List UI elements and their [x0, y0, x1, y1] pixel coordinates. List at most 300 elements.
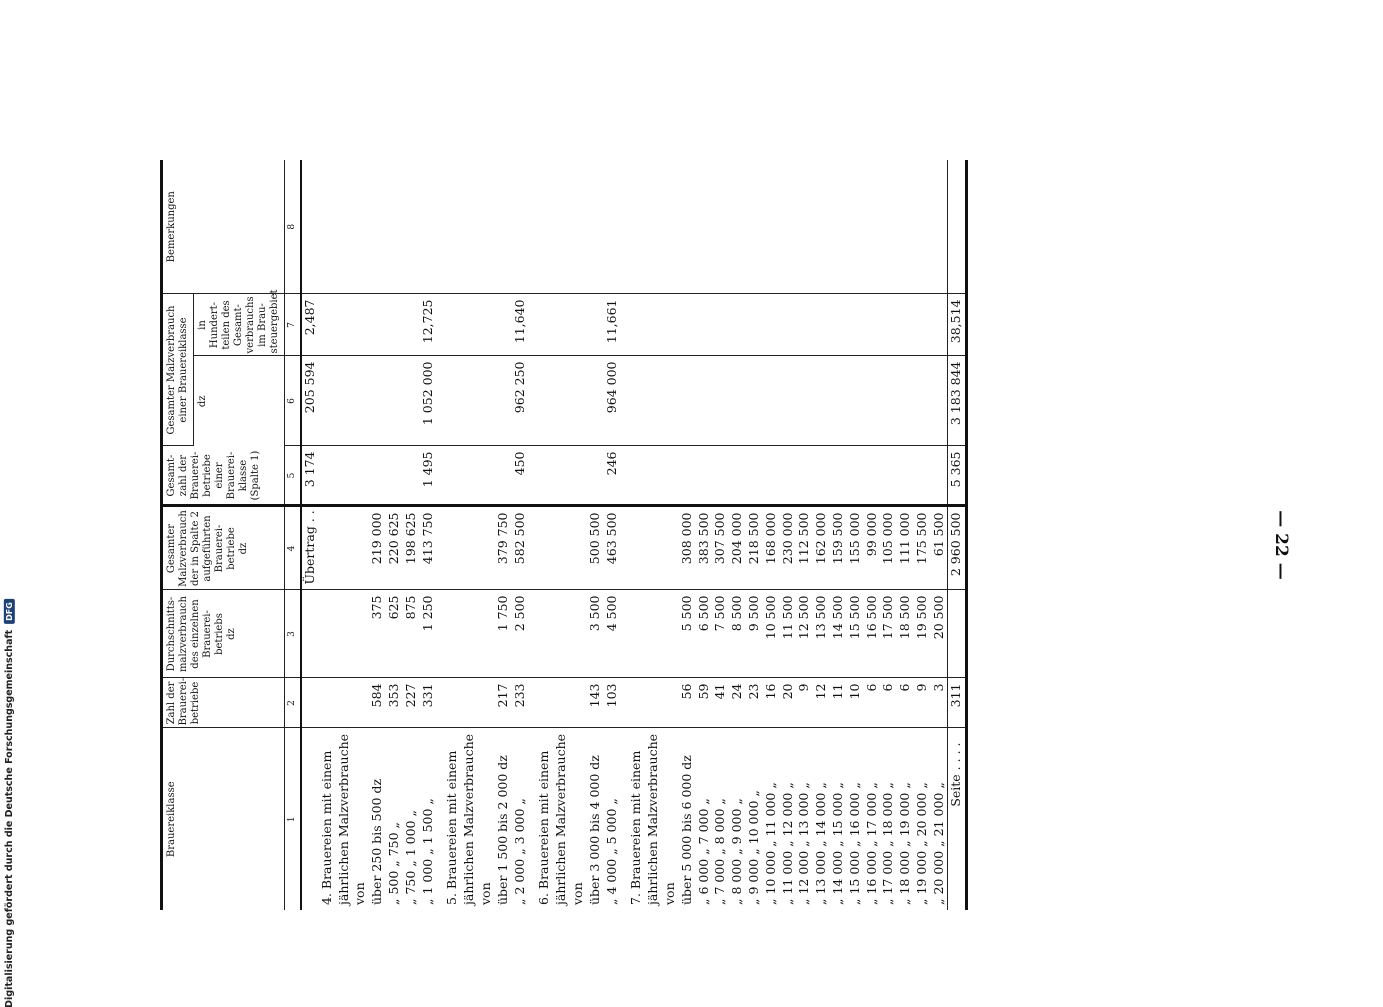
table-cell	[570, 160, 587, 294]
table-cell	[645, 678, 662, 728]
table-cell: 155 000	[847, 506, 864, 590]
table-cell: 11 500	[780, 590, 797, 678]
table-row	[645, 160, 662, 910]
table-cell: 6	[897, 678, 914, 728]
table-cell: 379 750	[495, 506, 512, 590]
table-cell	[301, 590, 319, 678]
table-row	[461, 160, 478, 910]
table-cell	[319, 506, 336, 590]
table-row	[570, 160, 587, 910]
table-cell: 6. Brauereien mit einem	[536, 750, 552, 905]
table-cell: 11	[830, 678, 847, 728]
table-cell: 99 000	[864, 506, 881, 590]
table-cell	[301, 160, 319, 294]
table-cell: „ 500 „ 750 „	[385, 821, 401, 905]
table-cell	[495, 294, 512, 356]
table-cell	[763, 294, 780, 356]
table-cell: 463 500	[604, 506, 621, 590]
table-cell	[587, 356, 604, 446]
table-cell	[931, 356, 948, 446]
table-cell	[587, 160, 604, 294]
table-cell: 6 500	[696, 590, 713, 678]
table-cell	[712, 294, 729, 356]
table-cell: 5 500	[679, 590, 696, 678]
table-cell: 3 500	[587, 590, 604, 678]
table-cell: 4. Brauereien mit einem	[318, 750, 334, 905]
table-cell	[696, 294, 713, 356]
table-cell: „ 17 000 „ 18 000 „	[880, 782, 896, 905]
table-cell	[679, 160, 696, 294]
table-cell	[444, 590, 461, 678]
table-cell	[712, 160, 729, 294]
table-cell	[536, 446, 553, 506]
table-cell	[864, 446, 881, 506]
table-cell	[386, 356, 403, 446]
table-cell	[478, 294, 495, 356]
table-cell: von	[569, 882, 585, 905]
table-row	[847, 160, 864, 910]
table-cell: 14 500	[830, 590, 847, 678]
table-cell	[880, 356, 897, 446]
table-cell	[662, 446, 679, 506]
table-cell	[352, 446, 369, 506]
table-cell	[696, 356, 713, 446]
table-cell	[813, 160, 830, 294]
table-cell	[914, 160, 931, 294]
table-cell: 413 750	[420, 506, 437, 590]
table-cell	[645, 590, 662, 678]
table-cell	[628, 590, 645, 678]
table-cell: 1 495	[420, 446, 437, 506]
table-cell	[478, 678, 495, 728]
table-row	[319, 160, 336, 910]
table-cell: „ 6 000 „ 7 000 „	[695, 798, 711, 905]
table-cell: 23	[746, 678, 763, 728]
table-cell	[478, 590, 495, 678]
table-cell: 230 000	[780, 506, 797, 590]
header-hundertteile: in Hundertteilen des Gesamtverbrauchs im Brausteuergebiet	[194, 294, 285, 356]
table-cell: „ 9 000 „ 10 000 „	[745, 790, 761, 905]
table-cell	[319, 678, 336, 728]
table-cell: „ 16 000 „ 17 000 „	[863, 782, 879, 905]
table-cell	[662, 294, 679, 356]
table-cell: 56	[679, 678, 696, 728]
table-cell	[369, 160, 386, 294]
table-row	[679, 160, 696, 910]
table-row	[352, 160, 369, 910]
table-cell: 9	[914, 678, 931, 728]
table-row	[512, 160, 529, 910]
table-cell	[369, 356, 386, 446]
table-cell	[352, 590, 369, 678]
table-cell: 217	[495, 678, 512, 728]
table-cell	[386, 446, 403, 506]
table-cell: „ 10 000 „ 11 000 „	[762, 782, 778, 905]
table-cell: 143	[587, 678, 604, 728]
table-cell	[319, 356, 336, 446]
table-cell: 308 000	[679, 506, 696, 590]
table-cell: 331	[420, 678, 437, 728]
table-row	[763, 160, 780, 910]
table-cell	[319, 590, 336, 678]
table-cell	[587, 294, 604, 356]
header-brauereiklasse: Brauereiklasse	[162, 728, 285, 910]
table-cell	[587, 446, 604, 506]
column-number: 3	[285, 590, 302, 678]
table-cell	[830, 160, 847, 294]
table-cell	[830, 356, 847, 446]
table-cell: 962 250	[512, 356, 529, 446]
table-cell	[403, 294, 420, 356]
table-cell: 353	[386, 678, 403, 728]
table-cell	[536, 356, 553, 446]
table-cell	[729, 446, 746, 506]
sum-cell	[948, 590, 967, 678]
table-cell	[336, 506, 353, 590]
table-cell	[796, 446, 813, 506]
table-cell	[763, 446, 780, 506]
table-cell: 375	[369, 590, 386, 678]
table-row	[813, 160, 830, 910]
table-cell: von	[352, 882, 368, 905]
table-row	[386, 160, 403, 910]
table-cell: über 3 000 bis 4 000 dz	[586, 755, 602, 905]
column-number: 4	[285, 506, 302, 590]
table-cell: „ 7 000 „ 8 000 „	[712, 798, 728, 905]
table-row	[604, 160, 621, 910]
sum-cell: 38,514	[948, 294, 967, 356]
table-cell	[336, 294, 353, 356]
table-cell	[336, 590, 353, 678]
table-cell	[495, 356, 512, 446]
header-dz-col6: dz	[194, 356, 285, 446]
table-row	[301, 160, 319, 910]
table-cell	[628, 678, 645, 728]
table-cell	[897, 446, 914, 506]
spacer-row	[620, 160, 628, 910]
table-cell	[914, 356, 931, 446]
dfg-logo: DFG	[4, 599, 15, 624]
table-cell	[729, 294, 746, 356]
table-cell	[336, 446, 353, 506]
table-cell	[570, 356, 587, 446]
unit-dz-col3: dz	[226, 628, 237, 640]
table-cell	[662, 160, 679, 294]
table-cell	[813, 356, 830, 446]
sum-cell	[948, 160, 967, 294]
table-cell	[931, 294, 948, 356]
table-cell	[461, 506, 478, 590]
digitization-footer	[0, 601, 18, 1007]
table-row	[495, 160, 512, 910]
table-cell	[880, 160, 897, 294]
table-row	[403, 160, 420, 910]
table-row	[696, 160, 713, 910]
column-number: 5	[285, 446, 302, 506]
table-cell: 5. Brauereien mit einem	[444, 750, 460, 905]
table-cell: 3 174	[301, 446, 319, 506]
table-cell: „ 1 000 „ 1 500 „	[419, 798, 435, 905]
table-cell	[763, 160, 780, 294]
table-cell: 162 000	[813, 506, 830, 590]
table-cell	[444, 506, 461, 590]
table-cell	[897, 356, 914, 446]
table-cell: 11,661	[604, 294, 621, 356]
table-cell	[461, 678, 478, 728]
table-cell: „ 14 000 „ 15 000 „	[829, 782, 845, 905]
table-cell: 59	[696, 678, 713, 728]
unit-dz-col4: dz	[238, 542, 249, 555]
table-cell	[352, 294, 369, 356]
table-row	[369, 160, 386, 910]
table-cell: 1 750	[495, 590, 512, 678]
table-cell	[336, 356, 353, 446]
table-cell	[628, 446, 645, 506]
table-cell	[679, 294, 696, 356]
table-cell	[495, 160, 512, 294]
table-cell: 168 000	[763, 506, 780, 590]
table-cell: 19 500	[914, 590, 931, 678]
table-cell	[478, 356, 495, 446]
table-cell: „ 11 000 „ 12 000 „	[779, 782, 795, 905]
table-cell: jährlichen Malzverbrauche	[335, 733, 351, 905]
table-cell: 205 594	[301, 356, 319, 446]
table-cell	[369, 294, 386, 356]
header-durchschnitt: Durchschnittsmalzverbrauch des einzelnen Brauereibetriebs dz	[162, 590, 285, 678]
table-cell	[813, 446, 830, 506]
column-number: 7	[285, 294, 302, 356]
table-cell	[495, 446, 512, 506]
table-cell	[813, 294, 830, 356]
table-cell: 450	[512, 446, 529, 506]
table-cell	[729, 160, 746, 294]
table-cell: 233	[512, 678, 529, 728]
table-cell	[897, 160, 914, 294]
sum-cell: 2 960 500	[948, 506, 967, 590]
table-cell: „ 8 000 „ 9 000 „	[729, 798, 745, 905]
table-cell	[679, 446, 696, 506]
table-cell: 246	[604, 446, 621, 506]
table-row	[712, 160, 729, 910]
table-cell	[553, 446, 570, 506]
table-cell	[662, 356, 679, 446]
table-cell	[645, 160, 662, 294]
table-row	[553, 160, 570, 910]
table-cell: 20	[780, 678, 797, 728]
table-cell	[746, 160, 763, 294]
table-cell	[746, 294, 763, 356]
table-cell	[830, 446, 847, 506]
table-cell	[780, 160, 797, 294]
table-cell	[336, 160, 353, 294]
table-cell: 18 500	[897, 590, 914, 678]
table-cell: 964 000	[604, 356, 621, 446]
table-cell	[662, 590, 679, 678]
table-cell: jährlichen Malzverbrauche	[461, 733, 477, 905]
header-zahl-betriebe: Zahl der Brauereibetriebe	[162, 678, 285, 728]
table-cell	[712, 446, 729, 506]
table-cell	[628, 506, 645, 590]
table-cell	[461, 160, 478, 294]
table-cell	[444, 294, 461, 356]
table-cell: „ 15 000 „ 16 000 „	[846, 782, 862, 905]
footer-text: Digitalisierung gefördert durch die Deutsche Forschungsgemeinschaft	[3, 629, 15, 1007]
malt-consumption-table	[160, 160, 1240, 910]
table-cell: 24	[729, 678, 746, 728]
table-cell: 111 000	[897, 506, 914, 590]
table-cell: 2 500	[512, 590, 529, 678]
table-cell: 227	[403, 678, 420, 728]
header-bemerkungen: Bemerkungen	[162, 160, 285, 294]
table-cell	[914, 294, 931, 356]
table-cell	[570, 294, 587, 356]
table-row	[796, 160, 813, 910]
table-cell: 7 500	[712, 590, 729, 678]
table-cell: jährlichen Malzverbrauche	[645, 733, 661, 905]
table-cell	[628, 294, 645, 356]
table-cell: 16 500	[864, 590, 881, 678]
table-cell: Übertrag . .	[301, 506, 319, 590]
table-cell: 175 500	[914, 506, 931, 590]
table-cell	[847, 160, 864, 294]
table-cell	[746, 356, 763, 446]
table-cell	[553, 356, 570, 446]
table-cell: jährlichen Malzverbrauche	[553, 733, 569, 905]
table-cell	[319, 446, 336, 506]
column-number: 1	[285, 728, 302, 910]
table-cell: 2,487	[301, 294, 319, 356]
table-cell	[712, 356, 729, 446]
table-cell	[403, 356, 420, 446]
table-cell: 16	[763, 678, 780, 728]
table-cell: „ 2 000 „ 3 000 „	[511, 798, 527, 905]
table-cell	[553, 506, 570, 590]
spacer-row	[528, 160, 536, 910]
column-number: 8	[285, 160, 302, 294]
table-cell	[570, 506, 587, 590]
table-cell	[553, 160, 570, 294]
table-cell	[386, 294, 403, 356]
table-cell: „ 13 000 „ 14 000 „	[813, 782, 829, 905]
table-cell: 625	[386, 590, 403, 678]
table-cell	[662, 678, 679, 728]
table-cell: 10	[847, 678, 864, 728]
table-cell	[444, 356, 461, 446]
table-cell	[570, 590, 587, 678]
table-cell	[645, 506, 662, 590]
table-row	[780, 160, 797, 910]
table-cell	[847, 446, 864, 506]
table-cell	[628, 160, 645, 294]
table-cell: 198 625	[403, 506, 420, 590]
table-cell	[420, 160, 437, 294]
table-cell	[352, 678, 369, 728]
table-cell	[536, 160, 553, 294]
page-number: — 22 —	[1271, 510, 1291, 580]
table-row	[420, 160, 437, 910]
table-row	[880, 160, 897, 910]
table-cell	[645, 446, 662, 506]
table-cell: „ 750 „ 1 000 „	[402, 810, 418, 905]
table-cell: 41	[712, 678, 729, 728]
table-cell	[319, 160, 336, 294]
table-cell: 500 500	[587, 506, 604, 590]
table-cell	[570, 678, 587, 728]
table-cell: über 1 500 bis 2 000 dz	[494, 755, 510, 905]
table-cell	[319, 294, 336, 356]
table-cell: 584	[369, 678, 386, 728]
table-cell	[536, 590, 553, 678]
table-cell: „ 20 000 „ 21 000 „	[930, 782, 946, 905]
table-cell	[931, 160, 948, 294]
table-cell	[604, 160, 621, 294]
table-cell	[628, 356, 645, 446]
table-cell	[847, 294, 864, 356]
table-cell: 582 500	[512, 506, 529, 590]
table-cell	[461, 590, 478, 678]
table-cell	[780, 294, 797, 356]
table-cell: 219 000	[369, 506, 386, 590]
column-number: 2	[285, 678, 302, 728]
table-cell	[645, 356, 662, 446]
table-cell: 875	[403, 590, 420, 678]
table-cell	[880, 294, 897, 356]
table-cell	[553, 678, 570, 728]
table-cell	[864, 356, 881, 446]
table-cell	[461, 446, 478, 506]
table-cell: 218 500	[746, 506, 763, 590]
table-cell: 6	[880, 678, 897, 728]
table-cell: 12	[813, 678, 830, 728]
table-cell: 4 500	[604, 590, 621, 678]
table-cell	[570, 446, 587, 506]
table-cell: 159 500	[830, 506, 847, 590]
table-row	[336, 160, 353, 910]
table-cell	[796, 294, 813, 356]
table-cell: 15 500	[847, 590, 864, 678]
table-cell: 20 500	[931, 590, 948, 678]
table-row	[628, 160, 645, 910]
table-row	[536, 160, 553, 910]
sum-cell: Seite . . . .	[948, 728, 967, 910]
table-cell: 383 500	[696, 506, 713, 590]
table-cell	[897, 294, 914, 356]
table-cell: 204 000	[729, 506, 746, 590]
table-cell	[914, 446, 931, 506]
table-cell	[729, 356, 746, 446]
table-cell	[880, 446, 897, 506]
table-cell: von	[661, 882, 677, 905]
table-cell	[780, 446, 797, 506]
table-cell	[553, 590, 570, 678]
table-cell	[386, 160, 403, 294]
table-cell: 13 500	[813, 590, 830, 678]
table-row	[587, 160, 604, 910]
table-cell	[301, 678, 319, 728]
table-cell	[662, 506, 679, 590]
table-cell: „ 12 000 „ 13 000 „	[796, 782, 812, 905]
header-gesamter-malzverbrauch: Gesamter Malzverbrauch einer Brauereiklasse	[162, 294, 194, 446]
table-cell	[746, 446, 763, 506]
table-cell: 3	[931, 678, 948, 728]
table-cell	[864, 294, 881, 356]
table-cell: 6	[864, 678, 881, 728]
table-row	[729, 160, 746, 910]
table-cell: 7. Brauereien mit einem	[628, 750, 644, 905]
table-cell: 1 052 000	[420, 356, 437, 446]
table-cell: 307 500	[712, 506, 729, 590]
table-cell	[864, 160, 881, 294]
